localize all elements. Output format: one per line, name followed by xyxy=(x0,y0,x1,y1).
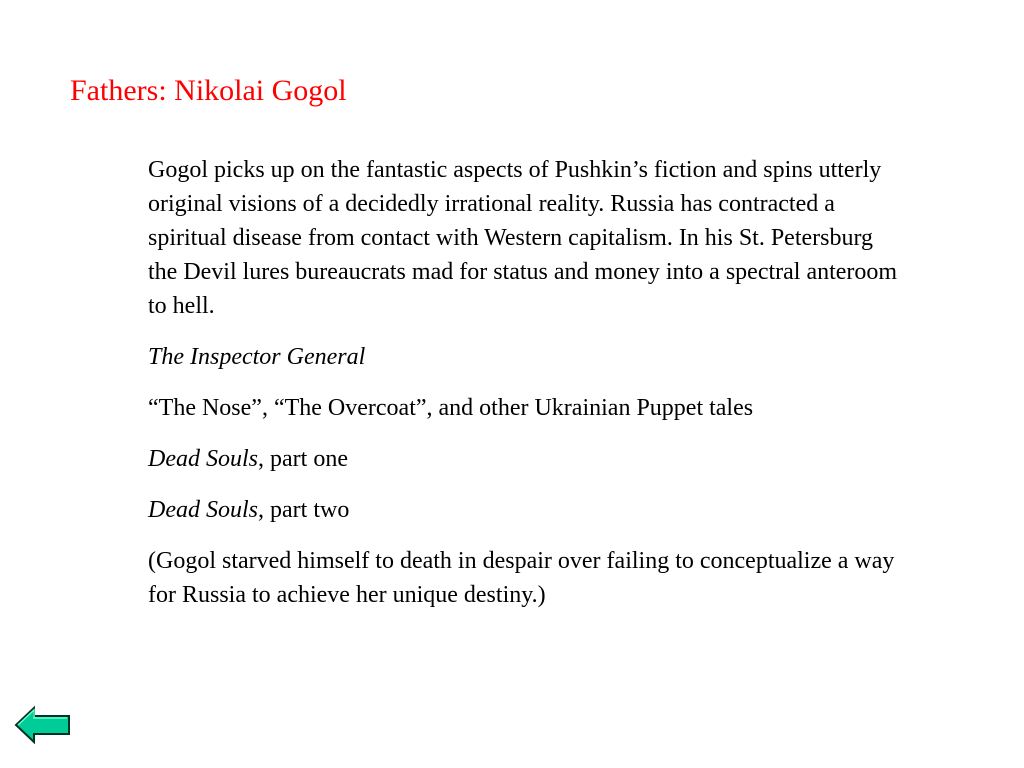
left-arrow-icon xyxy=(14,705,72,745)
work-suffix: , part one xyxy=(258,446,348,472)
intro-paragraph: Gogol picks up on the fantastic aspects of Pushkin’s fiction and spins utterly original visions of a decidedly irrational reality. Russia has contracted a spiritual disease from contact with Western capitalism. In his St. Petersburg the Devil lures bureaucrats mad for status and money into a spectral anteroom to hell. xyxy=(148,157,898,319)
slide-body xyxy=(148,153,908,629)
work-item-nose-overcoat xyxy=(148,391,908,425)
work-title: “The Nose”, “The Overcoat”, and other Ukrainian Puppet tales xyxy=(148,395,754,421)
closing-paragraph: (Gogol starved himself to death in despair over failing to conceptualize a way for Russia to achieve her unique destiny.) xyxy=(148,548,895,608)
work-suffix: , part two xyxy=(258,497,350,523)
back-button[interactable] xyxy=(14,705,72,745)
work-item-dead-souls-two xyxy=(148,493,908,527)
work-item-dead-souls-one xyxy=(148,442,908,476)
work-title: Dead Souls xyxy=(148,497,258,523)
slide-title: Fathers: Nikolai Gogol xyxy=(70,74,347,107)
work-item-inspector-general xyxy=(148,340,908,374)
work-title: The Inspector General xyxy=(148,344,366,370)
work-title: Dead Souls xyxy=(148,446,258,472)
